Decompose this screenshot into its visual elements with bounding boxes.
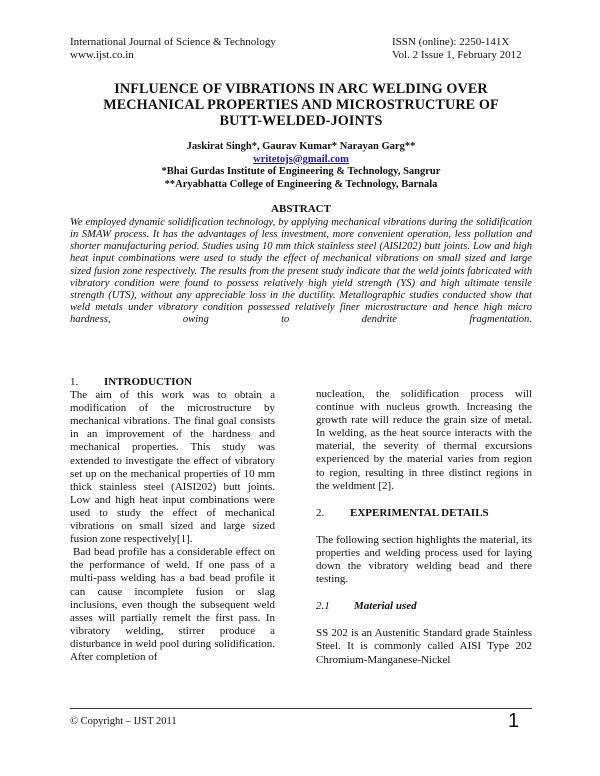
subsection-number: 2.1 [316, 600, 330, 613]
section-number: 1. [70, 376, 79, 388]
section-heading-introduction [70, 376, 275, 389]
right-column [316, 388, 532, 667]
author-names: Jaskirat Singh*, Gaurav Kumar* Narayan Garg** [186, 141, 416, 152]
subsection-title: Material used [354, 600, 417, 613]
journal-header-left [70, 36, 276, 62]
author-email-link[interactable]: writetojs@gmail.com [253, 153, 349, 165]
intro-paragraph-1: The aim of this work was to obtain a modification of the microstructure by mechanical vibrations. The final goal consists in an improvement of the hardness and mechanical properties. This study was extended to investigate the effect of vibratory set up on the mechanical properties of 10 mm thick stainless steel (AISI202) butt joints. Low and high heat input combinations were used to study the effect of mechanical vibrations on small sized and large sized fusion zone respectively[1]. [70, 389, 275, 546]
material-paragraph: SS 202 is an Austenitic Standard grade Stainless Steel. It is commonly called AISI Type 202 Chromium-Manganese-Nickel [316, 627, 532, 666]
journal-header-right [392, 36, 522, 62]
left-column [70, 376, 275, 664]
section-heading-experimental [316, 507, 532, 520]
abstract-heading: ABSTRACT [271, 203, 331, 215]
volume-issue: Vol. 2 Issue 1, February 2012 [392, 49, 522, 61]
affiliation-2: **Aryabhatta College of Engineering & Technology, Barnala [164, 178, 438, 190]
page-number: 1 [508, 710, 520, 732]
section-title: EXPERIMENTAL DETAILS [350, 506, 489, 519]
affiliation-1: *Bhai Gurdas Institute of Engineering & Technology, Sangrur [161, 166, 441, 177]
experimental-paragraph: The following section highlights the material, its properties and welding process used for laying down the vibratory welding bead and there testing. [316, 533, 532, 586]
journal-name: International Journal of Science & Technology [70, 36, 276, 48]
section-number: 2. [316, 506, 325, 519]
author-block [70, 141, 532, 191]
abstract-text: We employed dynamic solidification technology, by applying mechanical vibrations during the solidification in SMAW process. It has the advantages of less investment, more convenient operation, less pollution and shorter manufacturing period. Studies using 10 mm thick stainless steel (AISI202) butt joints. Low and high heat input combinations were used to study the effect of mechanical vibrations on small sized and large sized fusion zone respectively. The results from the present study indicate that the weld joints fabricated with vibratory condition were found to possess relatively high yield strength (YS) and high ultimate tensile strength (UTS), without any appreciable loss in the ductility. Metallographic studies conducted show that weld metals under vibratory condition possessed relatively finer microstructure and hence high micro hardness, owing to dendrite fragmentation. [70, 217, 532, 326]
section-title: INTRODUCTION [104, 376, 193, 388]
subsection-heading-material [316, 600, 532, 613]
intro-paragraph-3: nucleation, the solidification process will continue with nucleus growth. Increasing the growth rate will reduce the grain size of metal. In welding, as the heat source interacts with the material, the severity of thermal excursions experienced by the material varies from region to region, resulting in three distinct regions in the weldment [2]. [316, 388, 532, 492]
paper-title: INFLUENCE OF VIBRATIONS IN ARC WELDING OVER MECHANICAL PROPERTIES AND MICROSTRUCTURE OF BUTT-WELDED-JOINTS [103, 81, 499, 129]
issn: ISSN (online): 2250-141X [392, 36, 510, 48]
intro-paragraph-2: Bad bead profile has a considerable effect on the performance of weld. If one pass of a multi-pass welding has a bad bead profile it can cause incomplete fusion or slag inclusions, even though the subsequent weld asses will partially remelt the first pass. In vibratory welding, stirrer produce a disturbance in weld pool during solidification. After completion of [70, 546, 275, 663]
journal-website: www.ijst.co.in [70, 49, 134, 61]
footer-divider [70, 708, 532, 709]
copyright: © Copyright – IJST 2011 [70, 716, 177, 727]
